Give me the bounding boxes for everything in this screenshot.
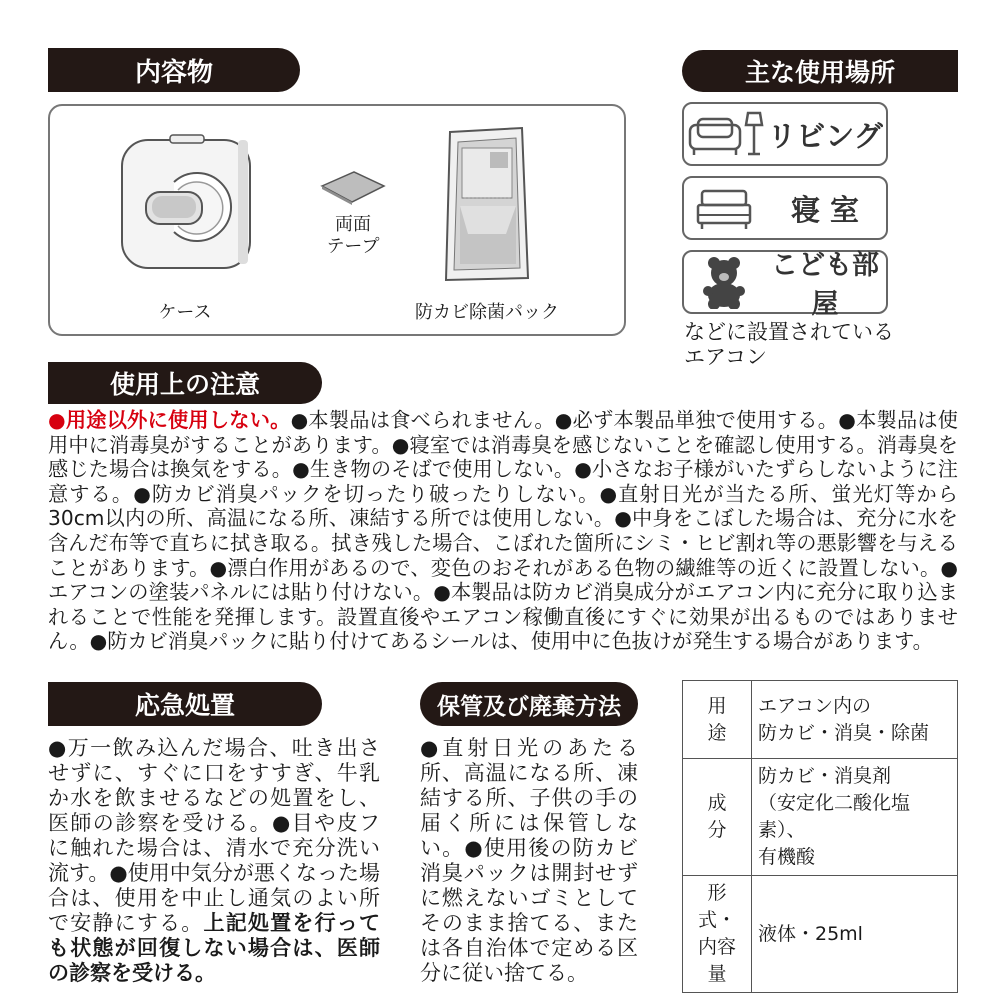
spec-value-usage (752, 681, 958, 759)
first-aid-text (48, 736, 380, 986)
bed-icon (684, 181, 764, 235)
first-aid-bold: 上記処置を行っても状態が回復しない場合は、医師の診察を受ける。 (48, 911, 380, 985)
caution-heading-text: 使用上の注意 (109, 370, 260, 399)
storage-heading-text: 保管及び廃棄方法 (437, 693, 621, 720)
spec-key-format-line2: 内容量 (697, 936, 736, 985)
caution-body: ●本製品は食べられません。●必ず本製品単独で使用する。●本製品は使用中に消毒臭がすることがあります。●寝室では消毒臭を感じないことを確認し使用する。消毒臭を感じた場合は換気をする。●生き物のそばで使用しない。●小さなお子様がいたずらしないように注意する。●防カビ消臭パックを切ったり破ったりしない。●直射日光が当たる所、蛍光灯等から30cm以内の所、高温になる所、凍結する所では使用しない。●中身をこぼした場合は、充分に水を含んだ布等で直ちに拭き取る。拭き残した場合、こぼれた箇所にシミ・ヒビ割れ等の悪影響を与えることがあります。●漂白作用があるので、変色のおそれがある色物の繊維等の近くに設置しない。●エアコンの塗装パネルには貼り付けない。●本製品は防カビ消臭成分がエアコン内に充分に取り込まれることで性能を発揮します。設置直後やエアコン稼働直後にすぐに効果が出るものではありません。●防カビ消臭パックに貼り付けてあるシールは、使用中に色抜けが発生する場合があります。 (48, 408, 958, 654)
contents-heading (48, 48, 300, 92)
spec-ingredients-line2: （安定化二酸化塩素）、 (758, 792, 911, 841)
spec-value-format: 液体・25ml (752, 876, 958, 993)
storage-text (420, 736, 638, 986)
spec-value-ingredients (752, 759, 958, 876)
spec-ingredients-line1: 防カビ・消臭剤 (758, 765, 892, 787)
storage-body: ●直射日光のあたる所、高温になる所、凍結する所、子供の手の届く所には保管しない。●使用後の防カビ消臭パックは開封せずに燃えないゴミとしてそのまま捨てる、または各自治体で定める区分に従い捨てる。 (420, 736, 638, 985)
place-label-living: リビング (767, 118, 883, 153)
spec-key-usage: 用 途 (683, 681, 752, 759)
case-illustration (116, 132, 256, 282)
places-note-line2: エアコン (684, 345, 767, 369)
place-kids-room (682, 250, 888, 320)
places-heading-text: 主な使用場所 (744, 58, 895, 87)
caution-heading (48, 362, 322, 404)
place-label-kids-room: こども部屋 (771, 250, 879, 320)
case-label: ケース (158, 302, 212, 323)
tape-label-line2: テープ (326, 236, 380, 257)
spec-row-ingredients (683, 759, 958, 876)
first-aid-body: ●万一飲み込んだ場合、吐き出させずに、すぐに口をすすぎ、牛乳か水を飲ませるなどの処置をし、医師の診察を受ける。●目や皮フに触れた場合は、清水で充分洗い流す。●使用中気分が悪くなった場合は、使用を中止し通気のよい所で安静にする。 (48, 736, 380, 935)
spec-usage-line1: エアコン内の (758, 694, 872, 717)
caution-red-text: ●用途以外に使用しない。 (48, 408, 291, 432)
contents-box (48, 104, 626, 336)
place-living (682, 102, 888, 166)
first-aid-heading (48, 682, 322, 726)
spec-table (682, 680, 958, 993)
spec-row-format (683, 876, 958, 993)
places-note (684, 320, 894, 370)
first-aid-heading-text: 応急処置 (134, 691, 235, 720)
pack-label: 防カビ除菌パック (415, 302, 559, 323)
place-label-bedroom: 寝 室 (790, 192, 860, 227)
spec-ingredients-line3: 有機酸 (758, 846, 816, 868)
contents-heading-text: 内容物 (134, 57, 213, 88)
tape-illustration (318, 168, 388, 208)
place-bedroom (682, 176, 888, 240)
pack-illustration (440, 124, 530, 284)
spec-usage-line2: 防カビ・消臭・除菌 (758, 721, 930, 744)
tape-label-line1: 両面 (335, 214, 371, 235)
spec-row-usage (683, 681, 958, 759)
spec-key-ingredients: 成 分 (683, 759, 752, 876)
places-note-line1: などに設置されている (684, 320, 894, 344)
places-heading (682, 50, 958, 92)
spec-key-format-line1: 形式・ (697, 882, 736, 931)
spec-key-format (683, 876, 752, 993)
tape-label (318, 214, 388, 258)
sofa-lamp-icon (684, 107, 764, 161)
teddy-bear-icon (684, 255, 764, 309)
caution-text (48, 408, 958, 654)
storage-heading (420, 682, 638, 726)
